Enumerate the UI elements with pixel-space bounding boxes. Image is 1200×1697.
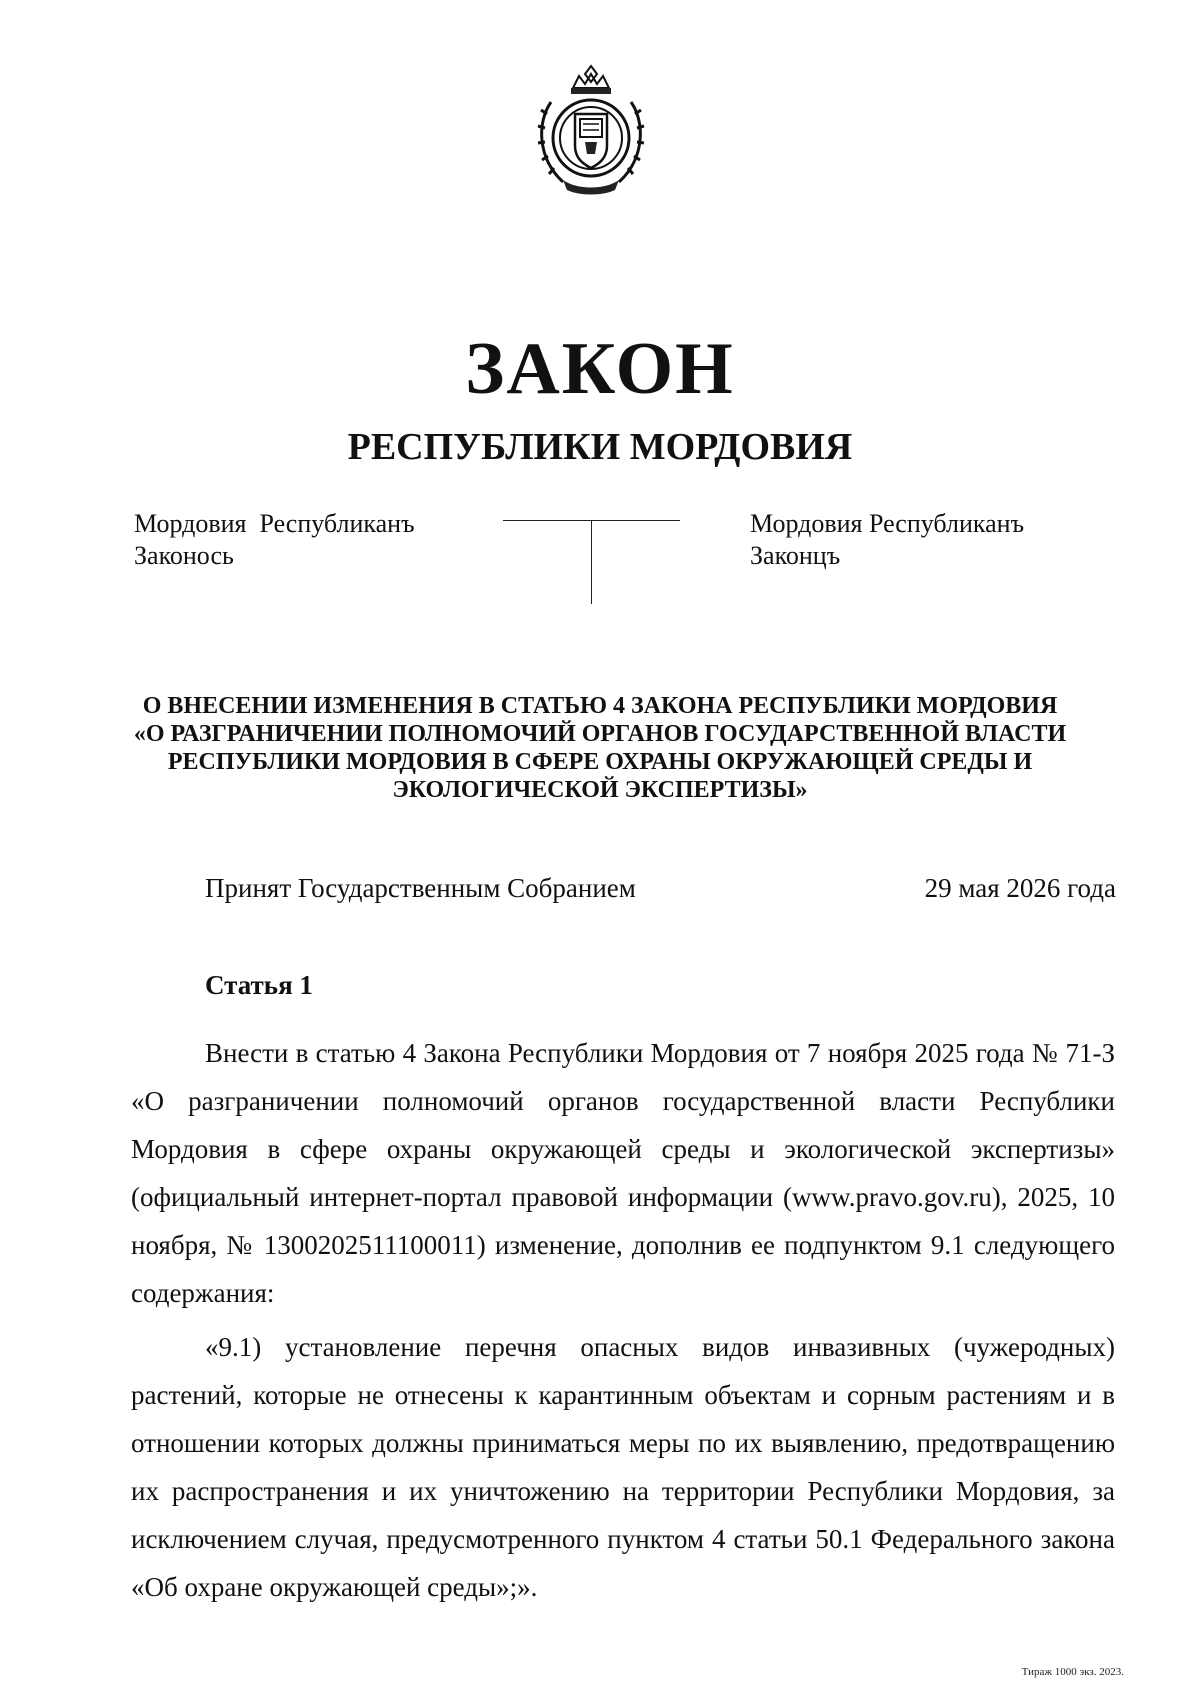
article-paragraph-2: «9.1) установление перечня опасных видов инвазивных (чужеродных) растений, которые не отнесены к карантинным объектам и сорным растениям и в отношении которых должны приниматься меры по их выявлению, предотвращению их распространения и их уничтожению на территории Республики Мордовия, за исключением случая, предусмотренного пунктом 4 статьи 50.1 Федерального закона «Об охране окружающей среды»;». bbox=[131, 1332, 1115, 1602]
adopted-by: Принят Государственным Собранием bbox=[205, 873, 636, 903]
header-divider-vertical bbox=[591, 520, 592, 604]
article-heading: Статья 1 bbox=[205, 970, 313, 1000]
subject-line3: РЕСПУБЛИКИ МОРДОВИЯ В СФЕРЕ ОХРАНЫ ОКРУЖАЮЩЕЙ СРЕДЫ И bbox=[167, 749, 1033, 775]
coat-of-arms-emblem bbox=[533, 62, 649, 198]
moksha-title-line1: Мордовия Республиканъ bbox=[134, 509, 415, 538]
erzya-title-line1: Мордовия Республиканъ bbox=[750, 509, 1025, 538]
article-paragraph-1: Внести в статью 4 Закона Республики Мордовия от 7 ноября 2025 года № 71-З «О разграничении полномочий органов государственной власти Республики Мордовия в сфере охраны окружающей среды и экологической экспертизы» (официальный интернет-портал правовой информации (www.pravo.gov.ru), 2025, 10 ноября, № 1300202511100011) изменение, дополнив ее подпунктом 9.1 следующего содержания: bbox=[131, 1038, 1115, 1308]
law-subject-heading bbox=[100, 692, 1100, 804]
adoption-date: 29 мая 2026 года bbox=[924, 873, 1116, 903]
subject-line2: «О РАЗГРАНИЧЕНИИ ПОЛНОМОЧИЙ ОРГАНОВ ГОСУДАРСТВЕННОЙ ВЛАСТИ bbox=[133, 721, 1067, 747]
print-run-note: Тираж 1000 экз. 2023. bbox=[1021, 1666, 1124, 1678]
law-subtitle: РЕСПУБЛИКИ МОРДОВИЯ bbox=[347, 426, 853, 468]
erzya-title-line2: Законцъ bbox=[750, 541, 841, 570]
subject-line1: О ВНЕСЕНИИ ИЗМЕНЕНИЯ В СТАТЬЮ 4 ЗАКОНА РЕСПУБЛИКИ МОРДОВИЯ bbox=[142, 693, 1058, 719]
subject-line4: ЭКОЛОГИЧЕСКОЙ ЭКСПЕРТИЗЫ» bbox=[392, 777, 808, 803]
moksha-title-block bbox=[134, 508, 415, 572]
moksha-title-line2: Законось bbox=[134, 541, 234, 570]
erzya-title-block bbox=[750, 508, 1024, 572]
law-title: ЗАКОН bbox=[465, 328, 735, 410]
